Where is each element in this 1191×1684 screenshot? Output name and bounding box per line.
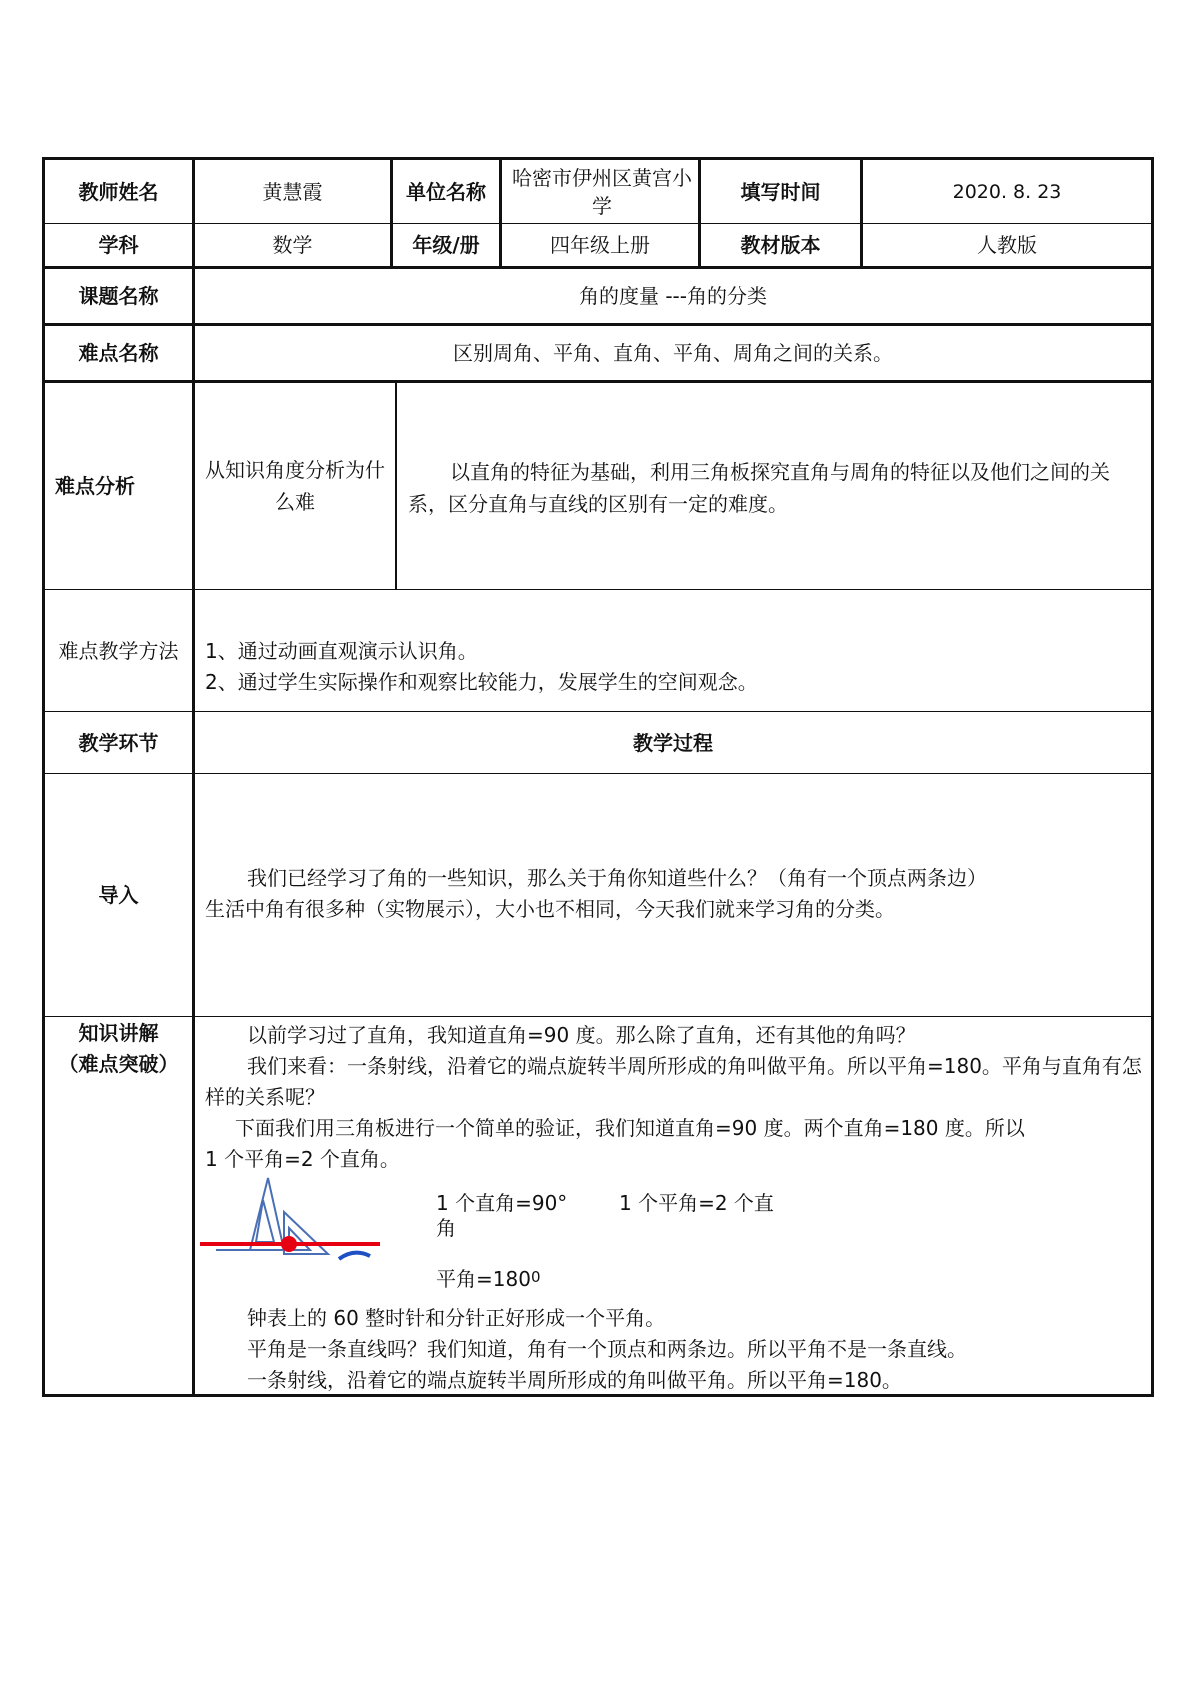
knowledge-label (45, 1019, 192, 1079)
method-item: 2、通过学生实际操作和观察比较能力，发展学生的空间观念。 (205, 670, 758, 694)
fill-date-value: 2020. 8. 23 (952, 180, 1062, 203)
method-list (205, 636, 1145, 698)
difficulty-value: 区别周角、平角、直角、平角、周角之间的关系。 (453, 341, 893, 365)
difficulty-label: 难点名称 (78, 341, 159, 365)
unit-name-value: 哈密市伊州区黄宫小学 (512, 165, 692, 218)
figure-flat-angle-text (436, 1264, 540, 1292)
figure-straight-angle-text: 1 个平角=2 个直 (619, 1191, 774, 1215)
topic-value: 角的度量 ---角的分类 (578, 284, 767, 308)
grade-label: 年级/册 (412, 233, 480, 257)
knowledge-paragraph: 下面我们用三角板进行一个简单的验证，我们知道直角=90 度。两个直角=180 度。所以 (235, 1116, 1025, 1140)
vertex-point (281, 1236, 297, 1252)
row-divider (42, 1016, 1154, 1017)
row-divider (42, 589, 1154, 590)
teacher-name-label: 教师姓名 (78, 179, 159, 204)
figure-straight-angle-text-tail: 角 (436, 1216, 456, 1240)
intro-label: 导入 (98, 883, 139, 907)
column-divider (395, 380, 397, 590)
fill-date-label: 填写时间 (740, 179, 821, 204)
knowledge-paragraph: 平角是一条直线吗？我们知道，角有一个顶点和两条边。所以平角不是一条直线。 (247, 1337, 967, 1361)
flat-angle-superscript: 0 (530, 1268, 541, 1286)
method-label: 难点教学方法 (58, 638, 179, 663)
set-square-figure (198, 1172, 383, 1264)
edition-value: 人教版 (977, 233, 1037, 257)
subject-label: 学科 (98, 233, 139, 257)
angle-arc (339, 1253, 370, 1259)
topic-label: 课题名称 (78, 284, 159, 308)
knowledge-label-line: （难点突破） (58, 1052, 179, 1076)
analysis-sub-label: 从知识角度分析为什么难 (205, 458, 385, 514)
unit-name-label: 单位名称 (406, 179, 486, 204)
process-stage-label: 教学环节 (78, 730, 159, 755)
knowledge-paragraph: 钟表上的 60 整时针和分针正好形成一个平角。 (247, 1306, 666, 1330)
row-divider (42, 773, 1154, 774)
knowledge-paragraph: 一条射线，沿着它的端点旋转半周所形成的角叫做平角。所以平角=180。 (247, 1368, 902, 1392)
intro-line: 我们已经学习了角的一些知识，那么关于角你知道些什么？（角有一个顶点两条边） (247, 866, 987, 890)
flat-angle-value: 平角=180 (436, 1267, 531, 1291)
knowledge-paragraph: 1 个平角=2 个直角。 (205, 1147, 400, 1171)
method-item: 1、通过动画直观演示认识角。 (205, 639, 478, 663)
table-border-right (1151, 157, 1154, 1397)
subject-value: 数学 (272, 233, 313, 257)
grade-value: 四年级上册 (550, 233, 650, 257)
knowledge-text-top (205, 1020, 1147, 1175)
teacher-name-value: 黄慧霞 (262, 179, 323, 204)
analysis-label: 难点分析 (55, 474, 135, 498)
figure-right-angle-text: 1 个直角=90° (436, 1191, 568, 1215)
intro-text (205, 863, 1150, 925)
analysis-text: 以直角的特征为基础，利用三角板探究直角与周角的特征以及他们之间的关系，区分直角与直线的区别有一定的难度。 (408, 460, 1110, 516)
knowledge-label-line: 知识讲解 (78, 1021, 159, 1045)
process-title: 教学过程 (633, 730, 713, 755)
edition-label: 教材版本 (740, 233, 821, 257)
knowledge-text-bottom (205, 1303, 1147, 1396)
intro-line: 生活中角有很多种（实物展示），大小也不相同，今天我们就来学习角的分类。 (205, 897, 895, 921)
knowledge-paragraph: 以前学习过了直角，我知道直角=90 度。那么除了直角，还有其他的角吗？ (247, 1023, 916, 1047)
knowledge-paragraph: 我们来看：一条射线，沿着它的端点旋转半周所形成的角叫做平角。所以平角=180。平角与直角有怎样的关系呢？ (205, 1054, 1142, 1109)
